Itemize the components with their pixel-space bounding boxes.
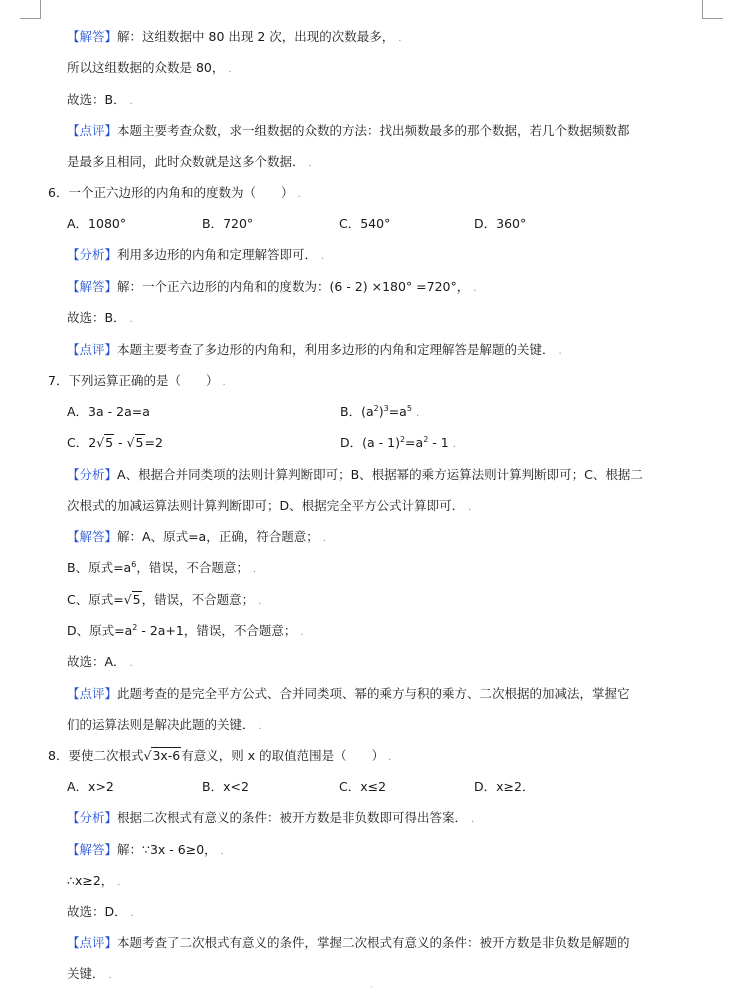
q7-option-d: D．$(a - 1)^2=a^2 - 1$ . xyxy=(340,435,456,450)
q6-stem: 6．一个正六边形的内角和的度数为（ ） . xyxy=(48,185,301,200)
q8-stem: 8．要使二次根式√3x-6有意义，则 x 的取值范围是（ ） . xyxy=(48,748,392,763)
q7-line-c: C、原式=√5，错误，不合题意； . xyxy=(67,592,262,607)
q7-comment-l1: 【点评】此题考查的是完全平方公式、合并同类项、幂的乘方与积的乘方、二次根据的加减法，掌握它 xyxy=(67,686,630,701)
q6-comment: 【点评】本题主要考查了多边形的内角和，利用多边形的内角和定理解答是解题的关键． . xyxy=(67,342,562,357)
q5-comment-l1: 【点评】本题主要考查众数，求一组数据的众数的方法：找出频数最多的那个数据，若几个数据频数都 xyxy=(67,123,630,138)
q7-line-d: D、原式$=a^2 - 2a+1$，错误，不合题意； . xyxy=(67,623,304,638)
q8-option-d: D．x≥2． xyxy=(474,779,535,794)
crop-mark-top-right xyxy=(702,0,723,19)
q6-option-b: B．720° xyxy=(202,216,254,231)
q6-answer: 【解答】解：一个正六边形的内角和的度数为：(6 - 2) ×180° =720°， . xyxy=(67,279,477,294)
q7-answer: 【解答】解：A、原式=a，正确，符合题意； . xyxy=(67,529,326,544)
q5-comment-l2: 是最多且相同，此时众数就是这多个数据． . xyxy=(67,154,312,169)
q6-choice: 故选：B． . xyxy=(67,310,133,325)
q7-option-c: C．2√5 - √5=2 xyxy=(67,435,163,450)
q8-analysis: 【分析】根据二次根式有意义的条件：被开方数是非负数即可得出答案． . xyxy=(67,810,475,825)
q6-option-c: C．540° xyxy=(339,216,391,231)
crop-mark-top-left xyxy=(20,0,41,19)
q5-answer: 【解答】解：这组数据中 80 出现 2 次，出现的次数最多， . xyxy=(67,29,402,44)
q8-option-c: C．x≤2 xyxy=(339,779,387,794)
q7-line-b: B、原式$=a^6$，错误，不合题意； . xyxy=(67,560,257,575)
q5-line2: 所以这组数据的众数是 80， . xyxy=(67,60,232,75)
q8-choice: 故选：D． . xyxy=(67,904,134,919)
q7-options-row1 xyxy=(67,403,707,421)
q8-options xyxy=(67,778,707,796)
q6-option-a: A．1080° xyxy=(67,216,127,231)
q6-options xyxy=(67,215,707,233)
q8-comment-l1: 【点评】本题考查了二次根式有意义的条件，掌握二次根式有意义的条件：被开方数是非负数是解题的 xyxy=(67,935,630,950)
q8-answer: 【解答】解：∵3x - 6≥0， . xyxy=(67,842,224,857)
q5-choice: 故选：B． . xyxy=(67,92,133,107)
q7-option-b: B．$(a^2)^3=a^5$ . xyxy=(340,404,420,419)
page-footer-mark: · xyxy=(370,983,373,992)
q7-comment-l2: 们的运算法则是解决此题的关键． . xyxy=(67,717,262,732)
q7-analysis-l2: 次根式的加减运算法则计算判断即可；D、根据完全平方公式计算即可． . xyxy=(67,498,472,513)
q7-option-a: A．3a - 2a=a xyxy=(67,404,150,419)
q7-choice: 故选：A． . xyxy=(67,654,133,669)
q7-analysis-l1: 【分析】A、根据合并同类项的法则计算判断即可；B、根据幂的乘方运算法则计算判断即可；C、根据二 xyxy=(67,467,643,482)
q7-options-row2 xyxy=(67,434,707,452)
q8-line2: ∴x≥2， . xyxy=(67,873,121,888)
q7-stem: 7．下列运算正确的是（ ） . xyxy=(48,373,226,388)
q8-option-b: B．x<2 xyxy=(202,779,249,794)
q6-analysis: 【分析】利用多边形的内角和定理解答即可． . xyxy=(67,247,325,262)
q8-option-a: A．x>2 xyxy=(67,779,114,794)
q8-comment-l2: 关键． . xyxy=(67,966,112,981)
q6-option-d: D．360° xyxy=(474,216,527,231)
